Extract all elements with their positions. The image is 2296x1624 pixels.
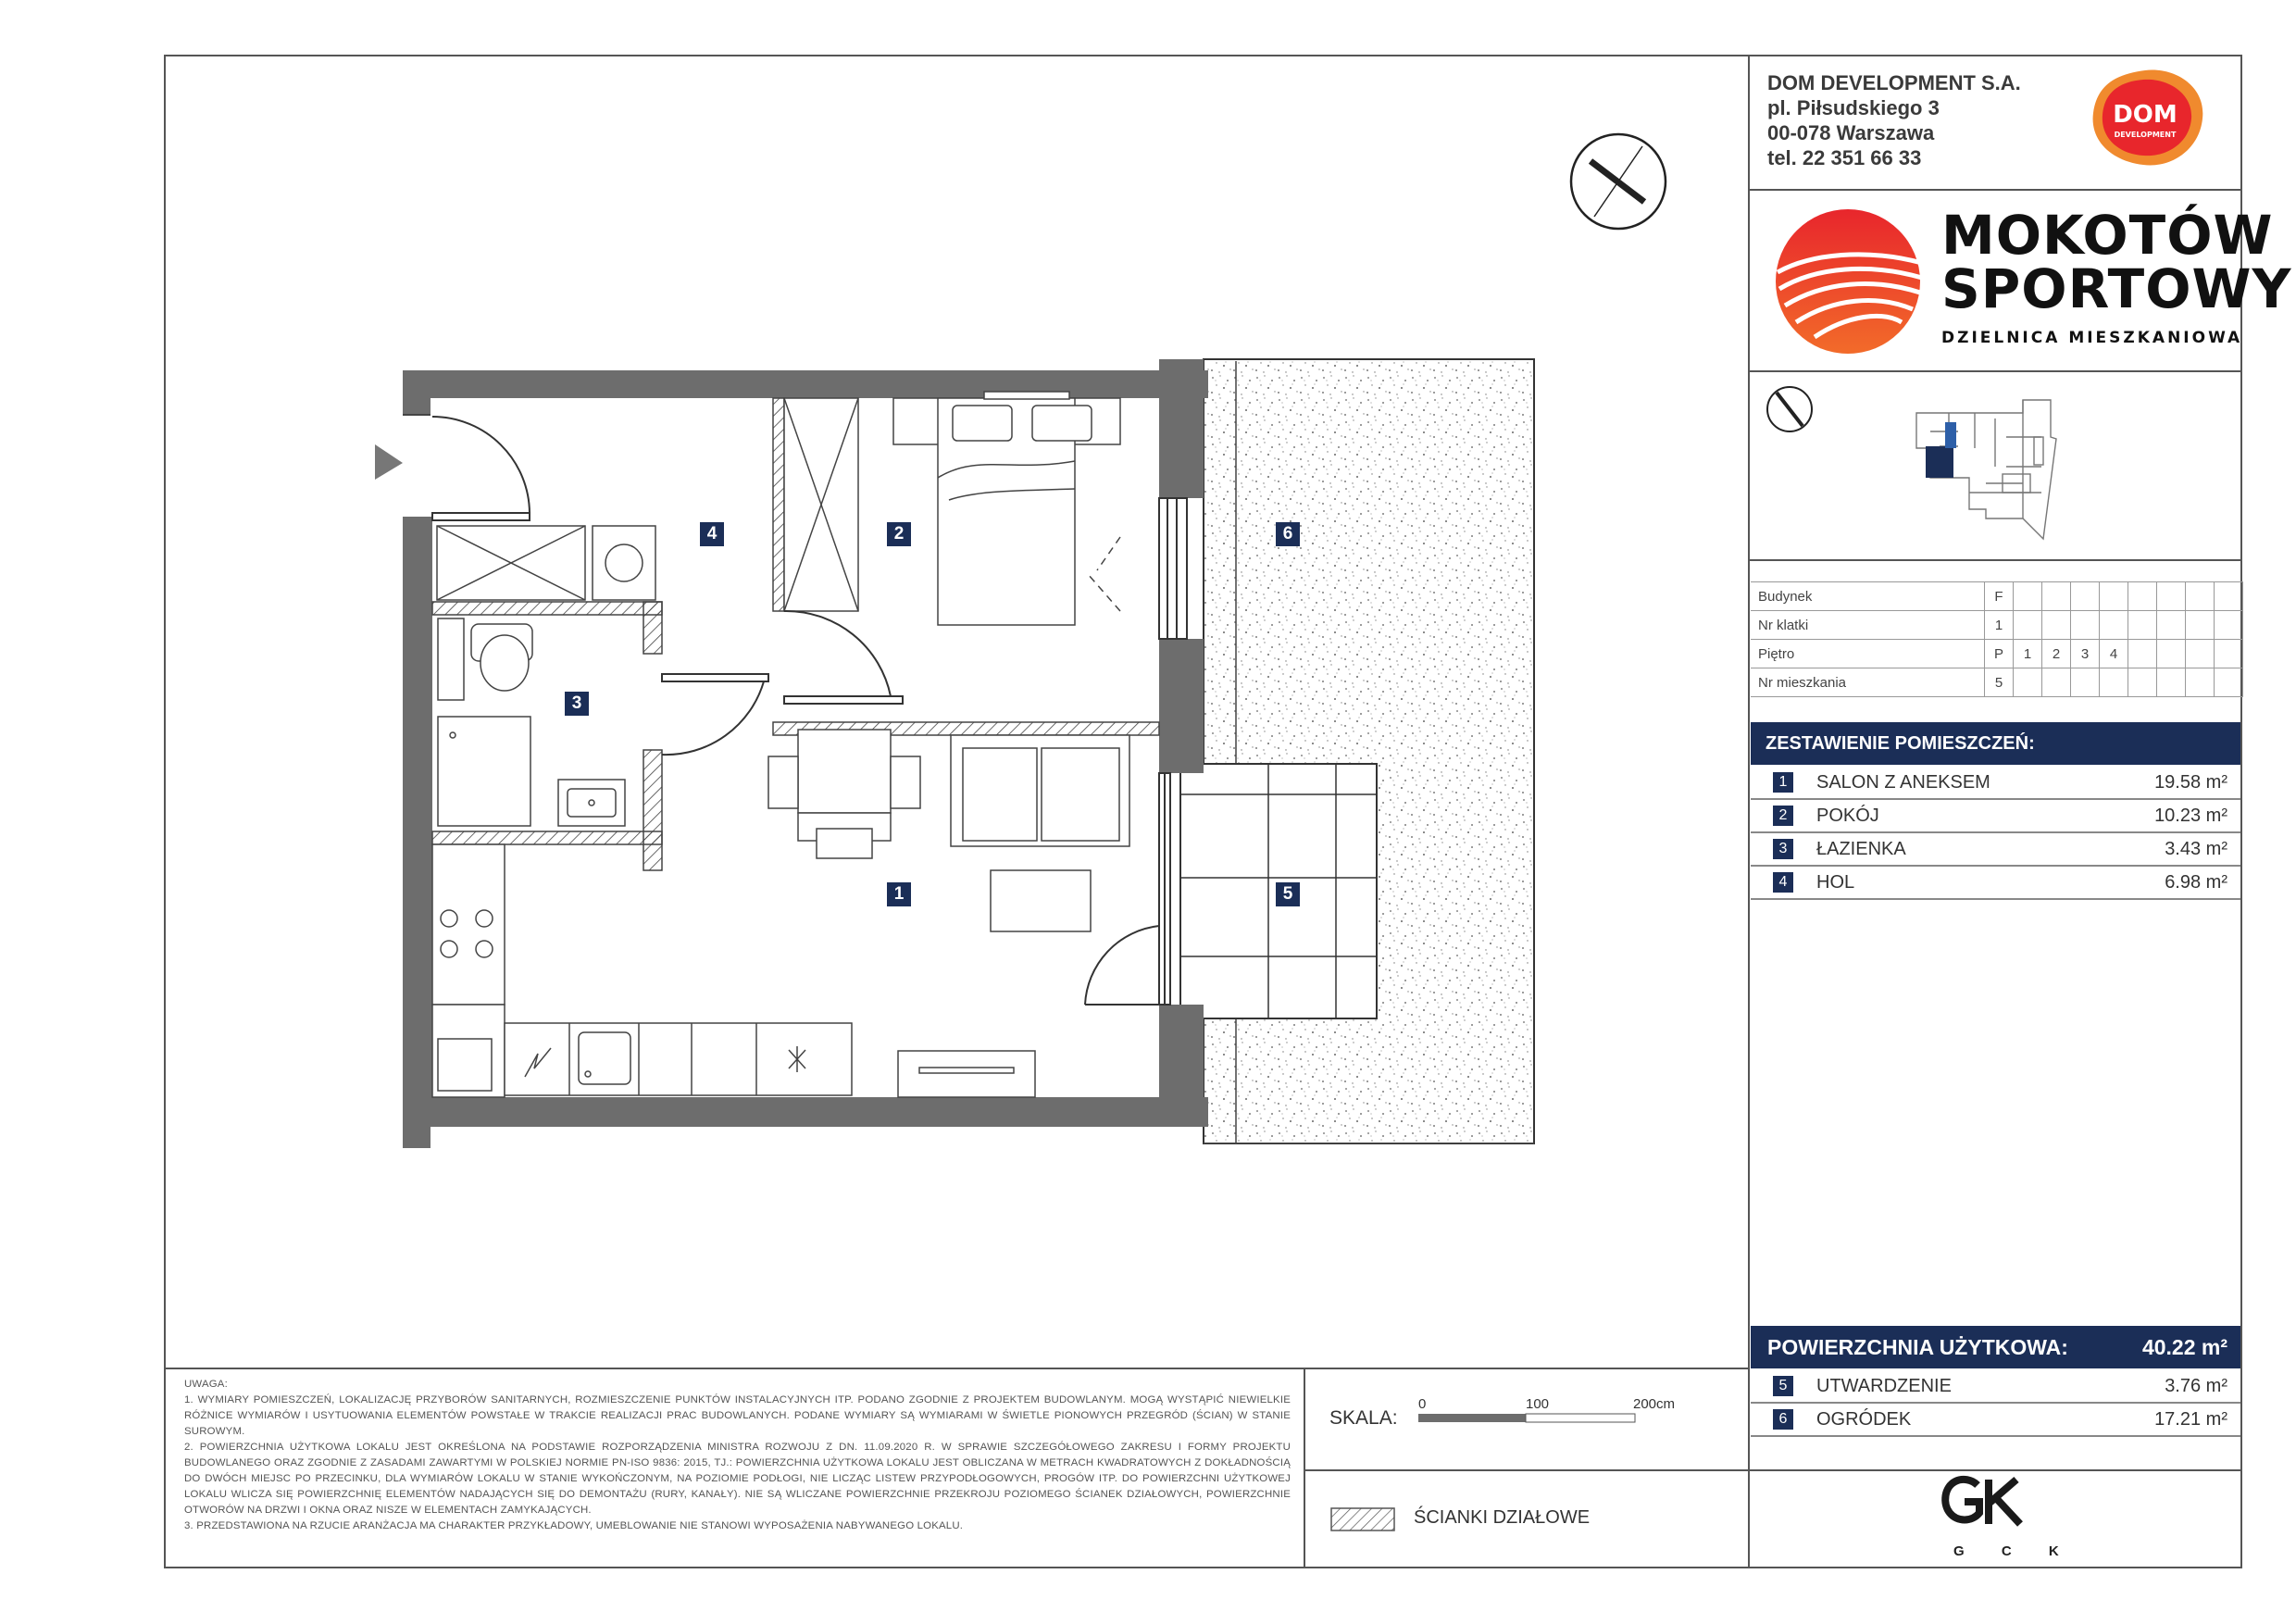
partition-wall-legend-icon: [1330, 1507, 1395, 1531]
location-cell: [2157, 582, 2186, 611]
usable-area-value: 40.22 m²: [2141, 1335, 2227, 1359]
room-area: 10.23 m²: [2154, 806, 2227, 826]
location-cell: [2186, 611, 2215, 640]
scale-legend-divider: [1304, 1469, 1750, 1471]
location-row-label: Nr mieszkania: [1751, 668, 1985, 697]
sofa: [951, 735, 1129, 846]
keyplan-divider: [1748, 559, 2242, 561]
scale-tick-200: 200cm: [1633, 1396, 1676, 1412]
scale-divider: [1304, 1368, 1305, 1568]
notes: [184, 1377, 1291, 1534]
scale-tick-100: 100: [1526, 1396, 1550, 1412]
coffee-table: [991, 870, 1091, 931]
entrance-arrow-icon: [375, 444, 403, 480]
scale-label: SKALA:: [1329, 1407, 1398, 1429]
company-name: DOM DEVELOPMENT S.A.: [1767, 71, 2021, 94]
location-cell: [2157, 640, 2186, 668]
location-cell: [2014, 668, 2042, 697]
plan-tag-6: 6: [1276, 522, 1300, 546]
key-plan: [1764, 381, 2097, 548]
notes-divider: [164, 1368, 1750, 1369]
partition-wall-legend-label: ŚCIANKI DZIAŁOWE: [1414, 1507, 1591, 1528]
dom-development-logo: [2088, 67, 2208, 170]
plan-tag-1: 1: [887, 882, 911, 906]
location-cell: [2128, 582, 2157, 611]
dom-logo-text: DOM: [2113, 101, 2177, 129]
note-1: 1. WYMIARY POMIESZCZEŃ, LOKALIZACJĘ PRZYBORÓW SANITARNYCH, ROZMIESZCZENIE PUNKTÓW INSTALACYJNYCH ITP. PODANO ZGODNIE Z PROJEKTEM BUDOWLANYM. MOGĄ WYSTĄPIĆ NIEWIELKIE RÓŻNICE WYMIARÓW I USYTUOWANIA ELEMENTÓW POWSTAŁE W TRAKCIE REALIZACJI PRAC BUDOWLANYCH. PODANE WYMIARY SĄ WYMIARAMI W ŚWIETLE PIONOWYCH PRZEGRÓD (ŚCIAN) W STANIE SUROWYM.: [184, 1394, 1291, 1437]
window-bedroom: [1159, 498, 1187, 639]
bedroom-wardrobe: [784, 398, 858, 611]
project-name: [1941, 204, 2292, 347]
location-cell: [2186, 640, 2215, 668]
compass-icon: [1565, 128, 1672, 235]
mokotow-sportowy-logo: [1774, 207, 1926, 356]
dom-logo-subtext: DEVELOPMENT: [2114, 131, 2177, 139]
location-row-label: Nr klatki: [1751, 611, 1985, 640]
room-area: 3.43 m²: [2165, 839, 2227, 859]
tv-cabinet: [898, 1051, 1035, 1097]
room-row: [1751, 1370, 2240, 1404]
usable-area-bar: [1751, 1326, 2240, 1368]
location-table: [1751, 581, 2243, 697]
bathroom-fixtures: [438, 618, 625, 826]
company-city: 00-078 Warszawa: [1767, 121, 1935, 144]
location-cell: [2215, 611, 2243, 640]
location-cell: P: [1985, 640, 2014, 668]
garden-area: [1204, 359, 1534, 1143]
room-number: 1: [1773, 772, 1793, 793]
entrance-door: [432, 417, 530, 520]
bedroom-door: [784, 611, 903, 704]
note-3: 3. PRZEDSTAWIONA NA RZUCIE ARANŻACJA MA CHARAKTER PRZYKŁADOWY, UMEBLOWANIE NIE STANOWI WYPOSAŻENIA NABYWANEGO LOKALU.: [184, 1520, 964, 1531]
room-number: 4: [1773, 872, 1793, 893]
location-row: [1751, 611, 2243, 640]
location-cell: [2071, 611, 2100, 640]
company-address: [1767, 70, 2021, 170]
location-cell: [2128, 640, 2157, 668]
outdoor-divider: [1748, 1469, 2242, 1471]
location-cell: 2: [2042, 640, 2071, 668]
room-name: ŁAZIENKA: [1816, 839, 1906, 859]
kitchen-counter: [432, 844, 852, 1097]
location-row: [1751, 668, 2243, 697]
location-cell: [2186, 582, 2215, 611]
room-area: 3.76 m²: [2165, 1376, 2227, 1396]
room-name: SALON Z ANEKSEM: [1816, 772, 1990, 793]
plan-tag-5: 5: [1276, 882, 1300, 906]
location-cell: 5: [1985, 668, 2014, 697]
location-cell: [2042, 582, 2071, 611]
room-number: 6: [1773, 1409, 1793, 1430]
room-area: 6.98 m²: [2165, 872, 2227, 893]
bed: [893, 392, 1120, 625]
room-row: [1751, 767, 2240, 800]
location-cell: [2100, 611, 2128, 640]
room-area: 19.58 m²: [2154, 772, 2227, 793]
location-cell: [2042, 668, 2071, 697]
scale-tick-0: 0: [1418, 1396, 1427, 1412]
room-row: [1751, 867, 2240, 900]
location-cell: 1: [2014, 640, 2042, 668]
location-cell: [2014, 582, 2042, 611]
architect-logo: [1935, 1474, 2076, 1559]
room-name: OGRÓDEK: [1816, 1409, 1912, 1430]
location-cell: [2157, 611, 2186, 640]
location-row-label: Budynek: [1751, 582, 1985, 611]
room-name: UTWARDZENIE: [1816, 1376, 1952, 1396]
company-phone: tel. 22 351 66 33: [1767, 146, 1922, 169]
project-line-2: SPORTOWY: [1941, 257, 2292, 320]
notes-heading: UWAGA:: [184, 1379, 228, 1390]
hall-wardrobe: [437, 526, 655, 600]
rooms-summary-title: ZESTAWIENIE POMIESZCZEŃ:: [1751, 722, 2240, 765]
brand-divider: [1748, 370, 2242, 372]
plan-tag-2: 2: [887, 522, 911, 546]
bathroom-door: [662, 674, 768, 755]
key-plan-compass-icon: [1767, 387, 1812, 431]
floor-plan: [366, 352, 1551, 1148]
location-cell: [2157, 668, 2186, 697]
location-cell: [2100, 582, 2128, 611]
room-number: 3: [1773, 839, 1793, 859]
room-name: POKÓJ: [1816, 806, 1879, 826]
gck-logo-icon: [1935, 1474, 2037, 1533]
scale-bar: [1411, 1393, 1689, 1430]
company-street: pl. Piłsudskiego 3: [1767, 96, 1940, 119]
location-cell: 4: [2100, 640, 2128, 668]
usable-area-label: POWIERZCHNIA UŻYTKOWA:: [1767, 1335, 2068, 1359]
location-cell: [2215, 640, 2243, 668]
location-row: [1751, 582, 2243, 611]
location-cell: 1: [1985, 611, 2014, 640]
location-cell: [2100, 668, 2128, 697]
location-cell: [2215, 582, 2243, 611]
location-cell: [2128, 611, 2157, 640]
room-name: HOL: [1816, 872, 1855, 893]
terrace-door-swing: [1085, 926, 1159, 1005]
location-cell: [2128, 668, 2157, 697]
sidebar-divider: [1748, 55, 1750, 1568]
project-line-1: MOKOTÓW: [1941, 204, 2274, 267]
location-cell: [2014, 611, 2042, 640]
location-cell: [2186, 668, 2215, 697]
plan-tag-3: 3: [565, 692, 589, 716]
location-cell: [2071, 668, 2100, 697]
room-row: [1751, 833, 2240, 867]
location-cell: [2042, 611, 2071, 640]
location-cell: [2215, 668, 2243, 697]
room-number: 5: [1773, 1376, 1793, 1396]
location-cell: F: [1985, 582, 2014, 611]
gck-letters: G C K: [1953, 1543, 2076, 1559]
location-cell: 3: [2071, 640, 2100, 668]
project-line-3: DZIELNICA MIESZKANIOWA: [1941, 329, 2243, 347]
room-row: [1751, 1404, 2240, 1437]
dining-set: [768, 730, 920, 858]
room-number: 2: [1773, 806, 1793, 826]
note-2: 2. POWIERZCHNIA UŻYTKOWA LOKALU JEST OKREŚLONA NA PODSTAWIE ROZPORZĄDZENIA MINISTRA ROZWOJU Z DN. 11.09.2020 R. W SPRAWIE SZCZEGÓŁOWEGO ZAKRESU I FORMY PROJEKTU BUDOWLANEGO ORAZ ZGODNIE Z ZASADAMI ZAWARTYMI W POLSKIEJ NORMIE PN-ISO 9836: 2015, TJ.: POWIERZCHNIA UŻYTKOWA LOKALU JEST OBLICZANA W METRACH KWADRATOWYCH Z DOKŁADNOŚCIĄ DO DWÓCH MIEJSC PO PRZECINKU, DLA WYMIARÓW LOKALU W STANIE WYKOŃCZONYM, NA POZIOMIE PODŁOGI, NIE LICZĄC LISTEW PRZYPODŁOGOWYCH, PROGÓW ITP. DO POWIERZCHNI UŻYTKOWEJ LOKALU WLICZA SIĘ POWIERZCHNIĘ ELEMENTÓW NADAJĄCYCH SIĘ DO DEMONTAŻU (RURY, KANAŁY). NIE SĄ WLICZANE POWIERZCHNIE PRZEKROJU POZIOMEGO ŚCIANEK DZIAŁOWYCH, POWIERZCHNIE OTWORÓW NA DRZWI I OKNA ORAZ NISZE W ELEMENTACH ZAMYKAJĄCYCH.: [184, 1442, 1291, 1516]
location-row-label: Piętro: [1751, 640, 1985, 668]
company-divider: [1748, 189, 2242, 191]
room-area: 17.21 m²: [2154, 1409, 2227, 1430]
location-row: [1751, 640, 2243, 668]
location-cell: [2071, 582, 2100, 611]
plan-tag-4: 4: [700, 522, 724, 546]
terrace-door: [1159, 773, 1170, 1005]
room-row: [1751, 800, 2240, 833]
